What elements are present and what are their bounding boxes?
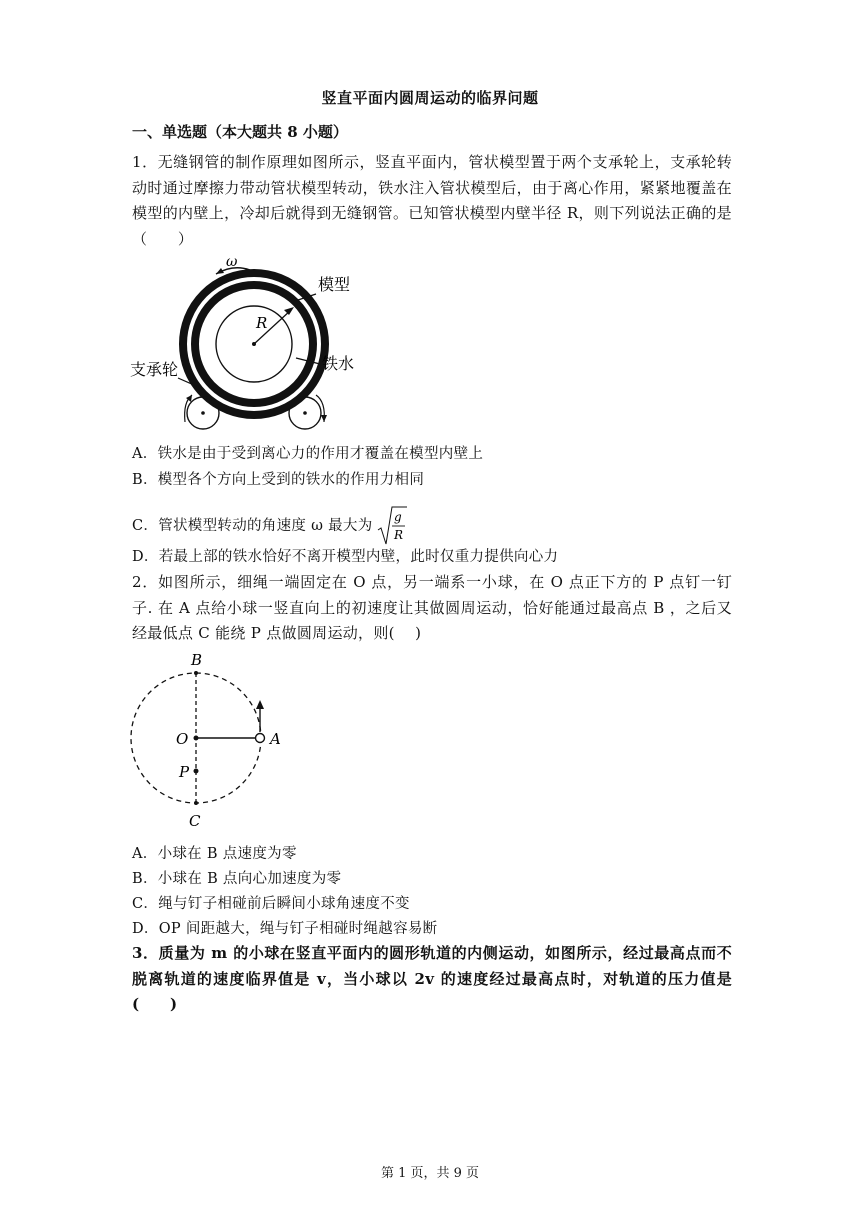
label-B: B	[191, 651, 203, 669]
q1-option-a: A．铁水是由于受到离心力的作用才覆盖在模型内壁上	[132, 446, 484, 462]
question-2-stem: 2．如图所示，细绳一端固定在 O 点，另一端系一小球，在 O 点正下方的 P 点钉一钉子. 在 A 点给小球一竖直向上的初速度让其做圆周运动，恰好能通过最高点 B ，之后又经最低点 C 能绕 P 点做圆周运动，则( )	[132, 573, 732, 642]
question-1-figure	[128, 252, 378, 437]
omega-label: ω	[226, 254, 238, 270]
sqrt-numerator: g	[394, 510, 403, 524]
molten-iron-label: 铁水	[322, 354, 355, 373]
page-title: 竖直平面内圆周运动的临界问题	[321, 89, 539, 107]
wheel-label: 支承轮	[130, 360, 179, 379]
label-C: C	[189, 812, 201, 830]
radius-label: R	[256, 314, 268, 332]
q1-option-c-text: C．管状模型转动的角速度 ω 最大为	[132, 518, 373, 534]
q1-option-b: B．模型各个方向上受到的铁水的作用力相同	[132, 472, 425, 488]
mold-label: 模型	[318, 275, 351, 294]
q2-option-d: D．OP 间距越大，绳与钉子相碰时绳越容易断	[132, 921, 438, 937]
q2-option-a: A．小球在 B 点速度为零	[132, 846, 297, 862]
page-footer: 第 1 页，共 9 页	[380, 1166, 480, 1181]
q1-option-d: D．若最上部的铁水恰好不离开模型内壁，此时仅重力提供向心力	[132, 549, 559, 565]
question-1-stem: 1．无缝钢管的制作原理如图所示，竖直平面内，管状模型置于两个支承轮上，支承轮转动时通过摩擦力带动管状模型转动，铁水注入管状模型后，由于离心作用，紧紧地覆盖在模型的内壁上，冷却后就得到无缝钢管。已知管状模型内壁半径 R，则下列说法正确的是（ ）	[132, 153, 732, 248]
label-O: O	[176, 730, 189, 748]
label-P: P	[179, 763, 190, 781]
label-A: A	[270, 730, 281, 748]
sqrt-expression	[377, 506, 407, 546]
question-3-stem: 3．质量为 m 的小球在竖直平面内的圆形轨道的内侧运动，如图所示，经过最高点而不脱离轨道的速度临界值是 v，当小球以 2v 的速度经过最高点时，对轨道的压力值是( )	[132, 944, 732, 1013]
question-2-figure	[118, 648, 293, 833]
q1-option-c	[132, 506, 407, 546]
q2-option-c: C．绳与钉子相碰前后瞬间小球角速度不变	[132, 896, 410, 912]
section-heading: 一、单选题（本大题共 8 小题）	[132, 123, 348, 141]
sqrt-denominator: R	[394, 528, 404, 542]
q2-option-b: B．小球在 B 点向心加速度为零	[132, 871, 342, 887]
